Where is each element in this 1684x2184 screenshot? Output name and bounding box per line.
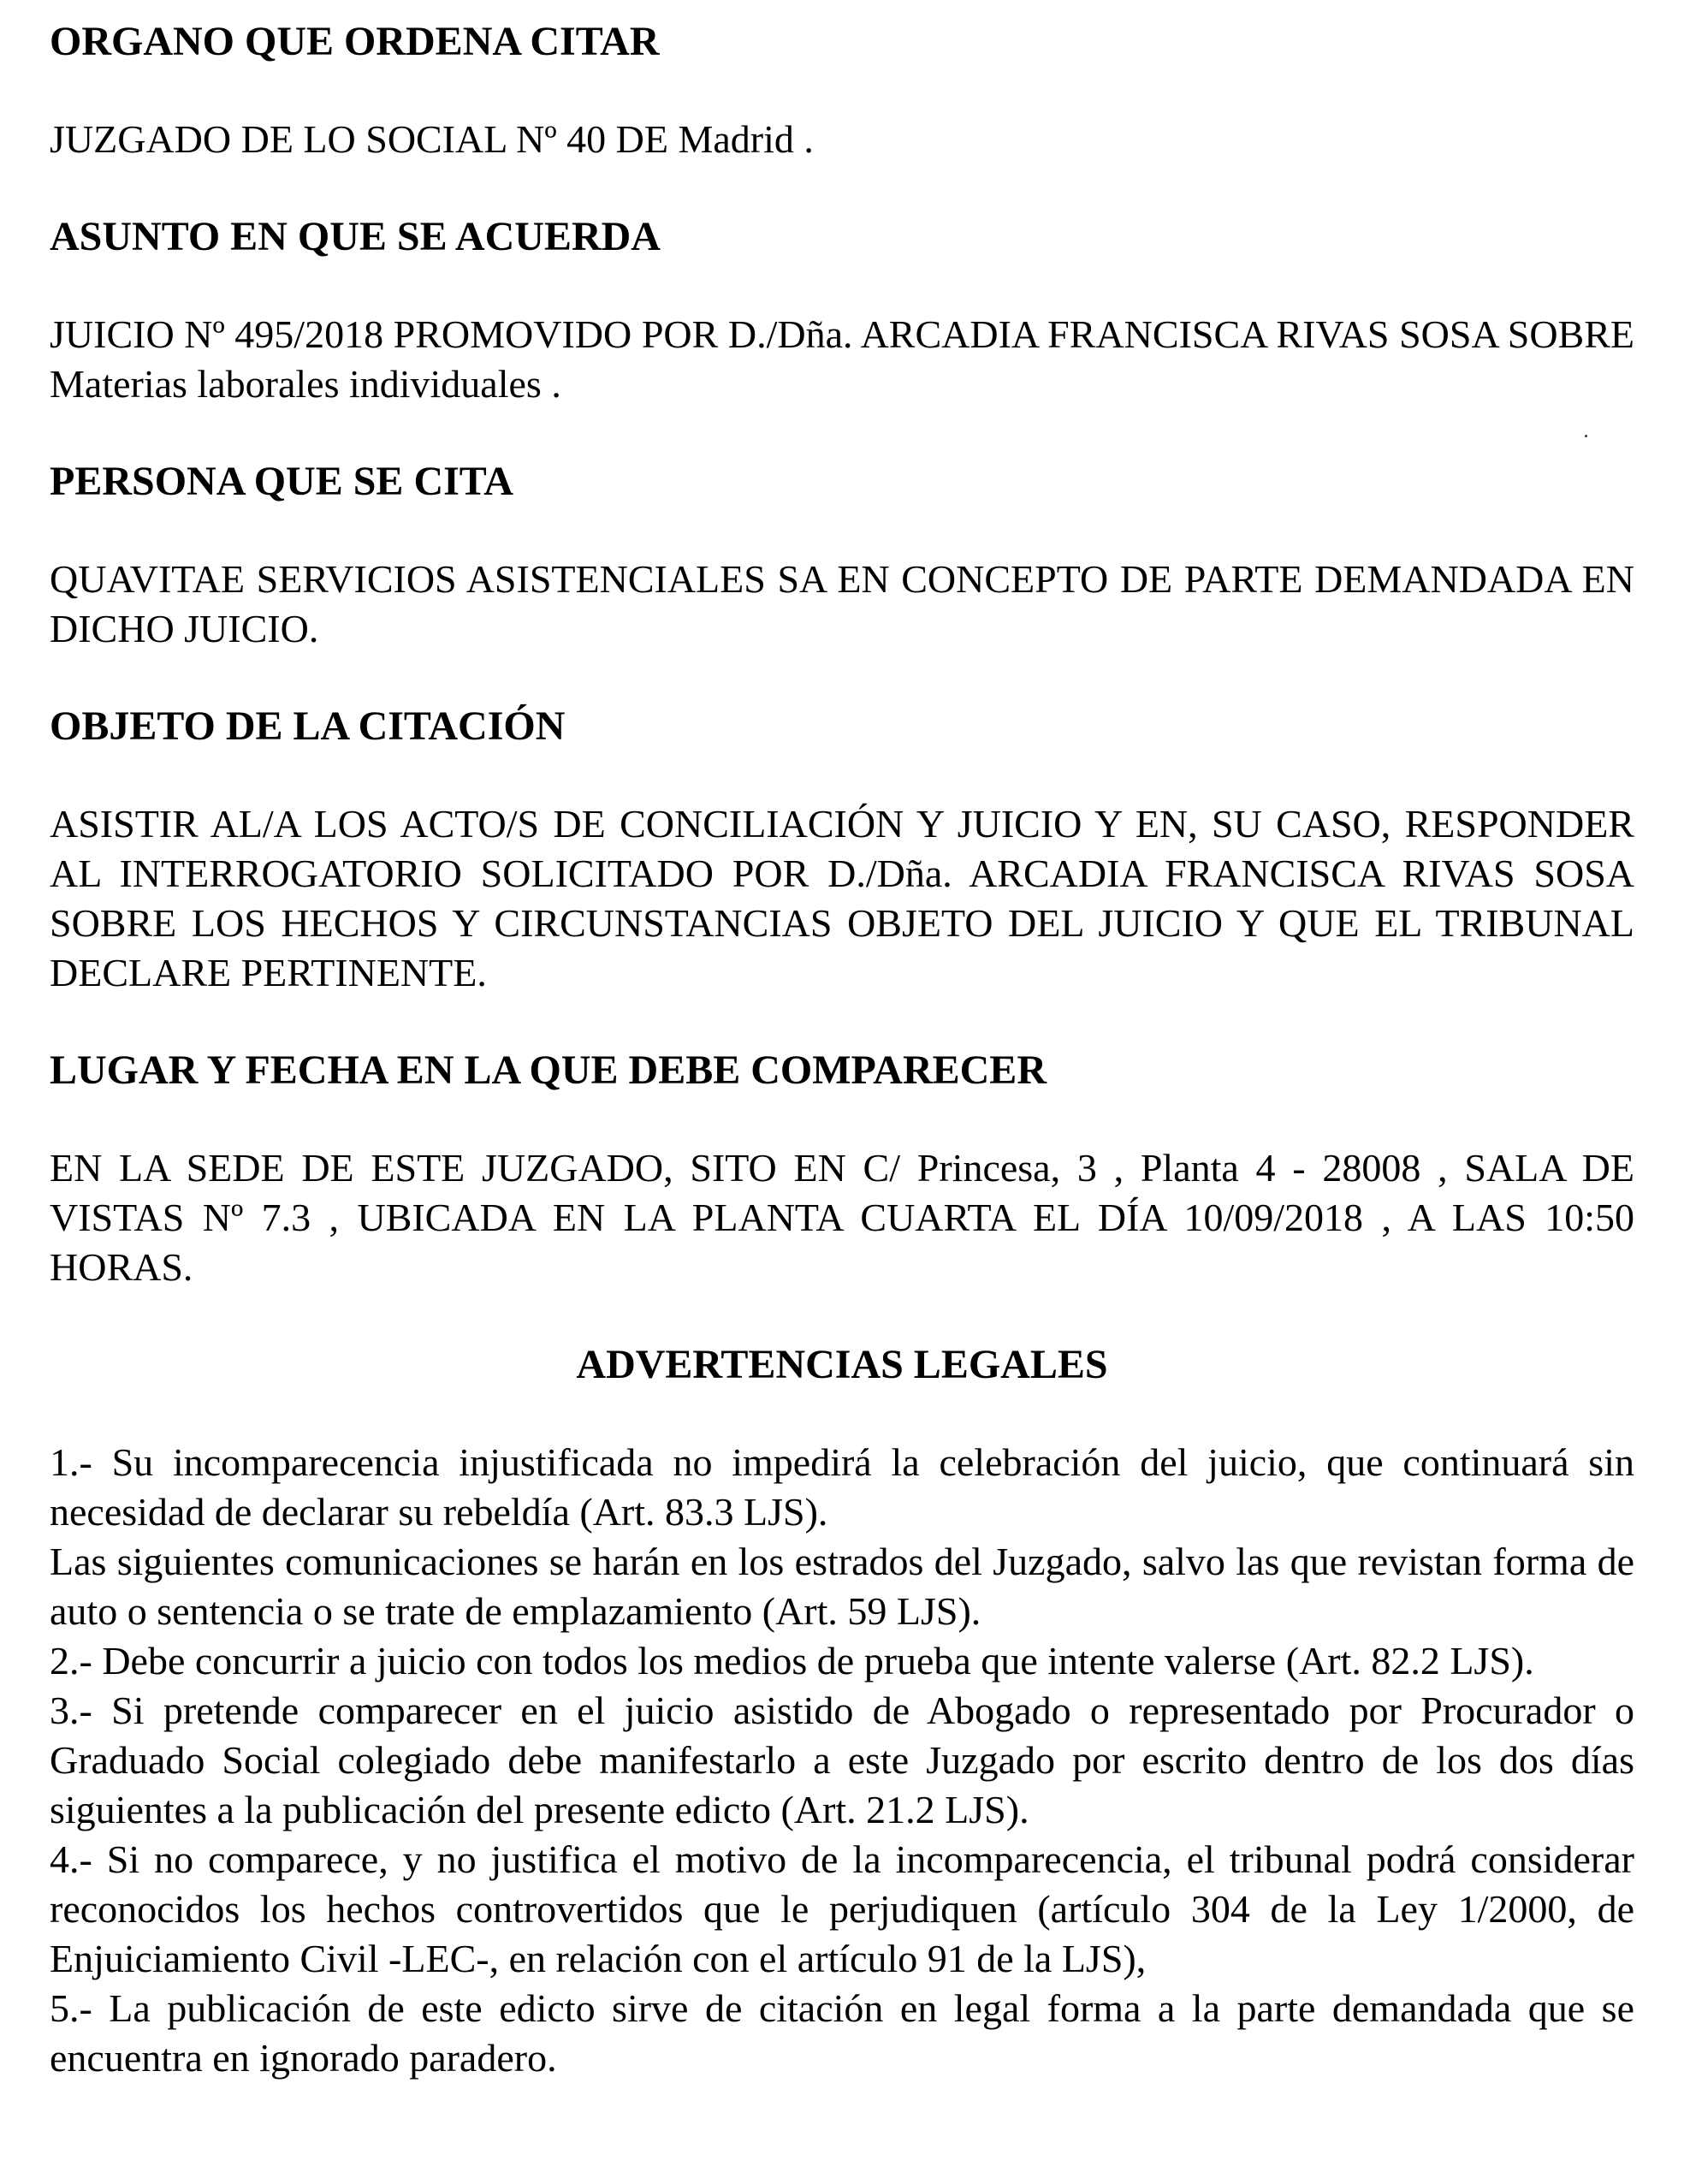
organo-heading: ORGANO QUE ORDENA CITAR	[50, 19, 660, 64]
asunto-text: JUICIO Nº 495/2018 PROMOVIDO POR D./Dña. ARCADIA FRANCISCA RIVAS SOSA SOBRE Materias laborales individuales .	[50, 312, 1634, 406]
organo-text: JUZGADO DE LO SOCIAL Nº 40 DE Madrid .	[50, 117, 814, 161]
persona-text: QUAVITAE SERVICIOS ASISTENCIALES SA EN CONCEPTO DE PARTE DEMANDADA EN DICHO JUICIO.	[50, 557, 1634, 650]
advertencia-item: 3.- Si pretende comparecer en el juicio asistido de Abogado o representado por Procurador o Graduado Social colegiado debe manifestarlo a este Juzgado por escrito dentro de los dos días siguientes a la publicación del presente edicto (Art. 21.2 LJS).	[50, 1688, 1634, 1831]
lugar-text: EN LA SEDE DE ESTE JUZGADO, SITO EN C/ Princesa, 3 , Planta 4 - 28008 , SALA DE VISTAS Nº 7.3 , UBICADA EN LA PLANTA CUARTA EL DÍA 10/09/2018 , A LAS 10:50 HORAS.	[50, 1146, 1634, 1289]
advertencias-heading: ADVERTENCIAS LEGALES	[576, 1342, 1108, 1387]
advertencia-item: 5.- La publicación de este edicto sirve de citación en legal forma a la parte demandada que se encuentra en ignorado paradero.	[50, 1986, 1634, 2080]
asunto-heading: ASUNTO EN QUE SE ACUERDA	[50, 214, 661, 259]
document-page	[50, 17, 1634, 2083]
advertencia-item: Las siguientes comunicaciones se harán en los estrados del Juzgado, salvo las que revistan forma de auto o sentencia o se trate de emplazamiento (Art. 59 LJS).	[50, 1540, 1634, 1633]
advertencia-item: 1.- Su incomparecencia injustificada no impedirá la celebración del juicio, que continuará sin necesidad de declarar su rebeldía (Art. 83.3 LJS).	[50, 1440, 1634, 1534]
objeto-heading: OBJETO DE LA CITACIÓN	[50, 703, 566, 749]
lugar-heading: LUGAR Y FECHA EN LA QUE DEBE COMPARECER	[50, 1047, 1047, 1093]
advertencias-list	[50, 1438, 1634, 2083]
advertencia-item: 2.- Debe concurrir a juicio con todos los medios de prueba que intente valerse (Art. 82.2 LJS).	[50, 1639, 1534, 1683]
advertencia-item: 4.- Si no comparece, y no justifica el motivo de la incomparecencia, el tribunal podrá considerar reconocidos los hechos controvertidos que le perjudiquen (artículo 304 de la Ley 1/2000, de Enjuiciamiento Civil -LEC-, en relación con el artículo 91 de la LJS),	[50, 1837, 1634, 1980]
persona-heading: PERSONA QUE SE CITA	[50, 459, 513, 504]
scan-speck	[1585, 435, 1587, 437]
objeto-text: ASISTIR AL/A LOS ACTO/S DE CONCILIACIÓN Y JUICIO Y EN, SU CASO, RESPONDER AL INTERROGATORIO SOLICITADO POR D./Dña. ARCADIA FRANCISCA RIVAS SOSA SOBRE LOS HECHOS Y CIRCUNSTANCIAS OBJETO DEL JUICIO Y QUE EL TRIBUNAL DECLARE PERTINENTE.	[50, 802, 1634, 994]
